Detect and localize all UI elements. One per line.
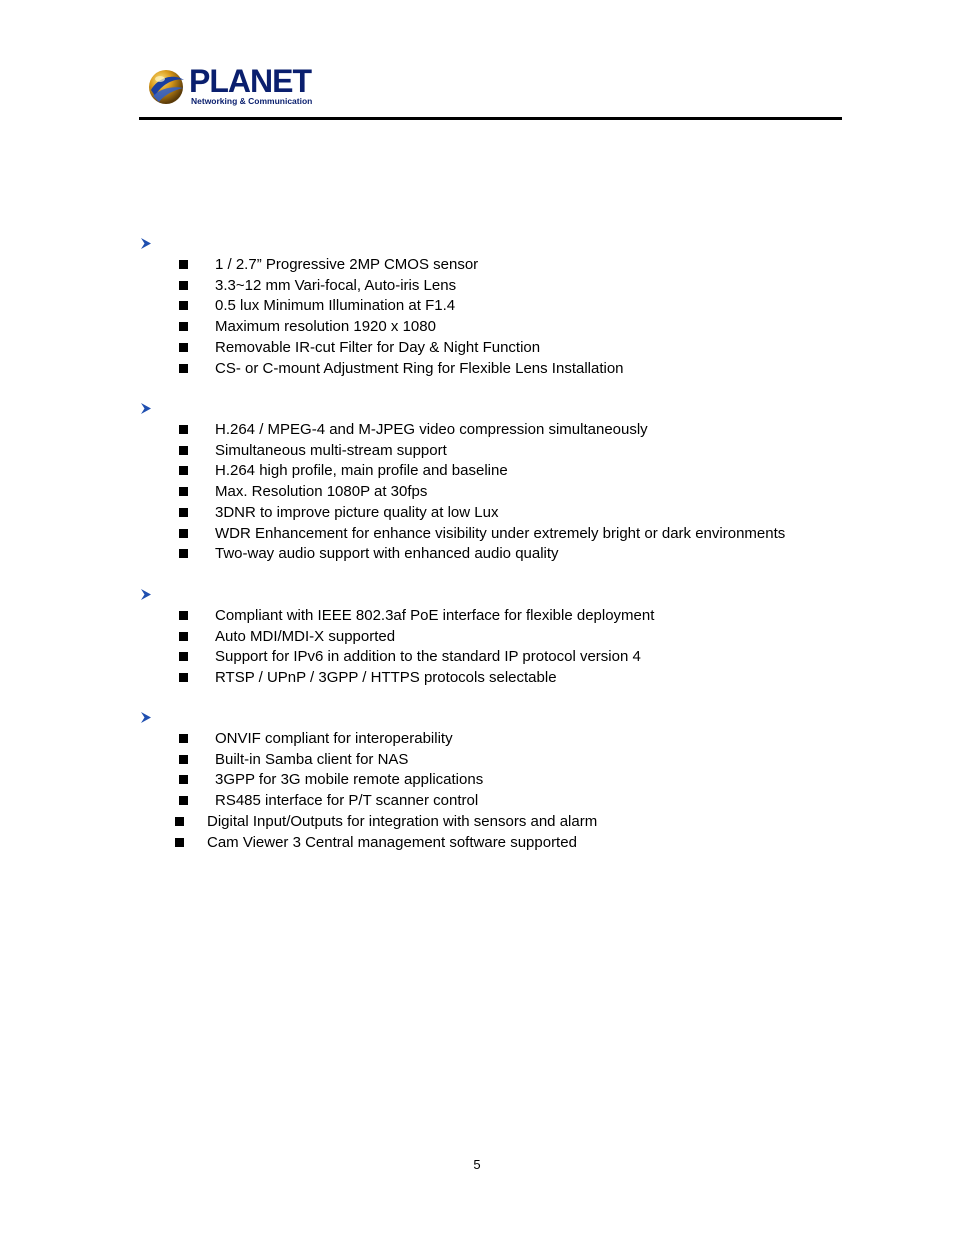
list-item-text: Support for IPv6 in addition to the standard IP protocol version 4 (215, 648, 641, 665)
list-item-text: 3.3~12 mm Vari-focal, Auto-iris Lens (215, 277, 457, 294)
square-bullet-icon (179, 632, 188, 641)
list-item-text: Digital Input/Outputs for integration with sensors and alarm (207, 813, 598, 830)
section-arrow-icon (140, 588, 154, 602)
square-bullet-icon (179, 446, 188, 455)
square-bullet-icon (179, 487, 188, 496)
logo-tagline: Networking & Communication (191, 96, 313, 106)
list-item-text: Removable IR-cut Filter for Day & Night Function (215, 339, 541, 356)
square-bullet-icon (179, 508, 188, 517)
section-arrow-icon (140, 237, 154, 251)
square-bullet-icon (179, 734, 188, 743)
list-item-text: Max. Resolution 1080P at 30fps (215, 483, 428, 500)
list-item-text: Built-in Samba client for NAS (215, 751, 409, 768)
globe-logo-icon (147, 66, 187, 106)
list-item-text: WDR Enhancement for enhance visibility under extremely bright or dark environments (215, 525, 786, 542)
square-bullet-icon (179, 364, 188, 373)
square-bullet-icon (179, 301, 188, 310)
square-bullet-icon (179, 611, 188, 620)
list-item-text: Simultaneous multi-stream support (215, 442, 447, 459)
list-item-text: Auto MDI/MDI-X supported (215, 628, 396, 645)
square-bullet-icon (179, 775, 188, 784)
square-bullet-icon (179, 549, 188, 558)
square-bullet-icon (179, 425, 188, 434)
square-bullet-icon (179, 796, 188, 805)
section-arrow-icon (140, 402, 154, 416)
list-item-text: 3DNR to improve picture quality at low Lux (215, 504, 499, 521)
section-arrow-icon (140, 711, 154, 725)
square-bullet-icon (179, 322, 188, 331)
list-item-text: Two-way audio support with enhanced audio quality (215, 545, 559, 562)
page-header (0, 0, 954, 125)
list-item-text: CS- or C-mount Adjustment Ring for Flexible Lens Installation (215, 360, 624, 377)
list-item-text: 0.5 lux Minimum Illumination at F1.4 (215, 297, 456, 314)
square-bullet-icon (179, 343, 188, 352)
list-item-text: 3GPP for 3G mobile remote applications (215, 771, 484, 788)
page-number: 5 (473, 1157, 481, 1172)
square-bullet-icon (179, 673, 188, 682)
square-bullet-icon (175, 817, 184, 826)
list-item-text: Cam Viewer 3 Central management software supported (207, 834, 577, 851)
header-rule (139, 117, 842, 120)
logo-wordmark: PLANET (189, 63, 311, 99)
list-item-text: Maximum resolution 1920 x 1080 (215, 318, 436, 335)
square-bullet-icon (179, 755, 188, 764)
square-bullet-icon (175, 838, 184, 847)
list-item-text: 1 / 2.7” Progressive 2MP CMOS sensor (215, 256, 479, 273)
square-bullet-icon (179, 529, 188, 538)
list-item-text: RTSP / UPnP / 3GPP / HTTPS protocols selectable (215, 669, 557, 686)
planet-logo (147, 63, 313, 108)
square-bullet-icon (179, 281, 188, 290)
list-item-text: H.264 high profile, main profile and baseline (215, 462, 508, 479)
list-item-text: ONVIF compliant for interoperability (215, 730, 453, 747)
list-item-text: H.264 / MPEG-4 and M-JPEG video compression simultaneously (215, 421, 648, 438)
list-item-text: RS485 interface for P/T scanner control (215, 792, 479, 809)
square-bullet-icon (179, 652, 188, 661)
square-bullet-icon (179, 466, 188, 475)
square-bullet-icon (179, 260, 188, 269)
list-item-text: Compliant with IEEE 802.3af PoE interface for flexible deployment (215, 607, 655, 624)
